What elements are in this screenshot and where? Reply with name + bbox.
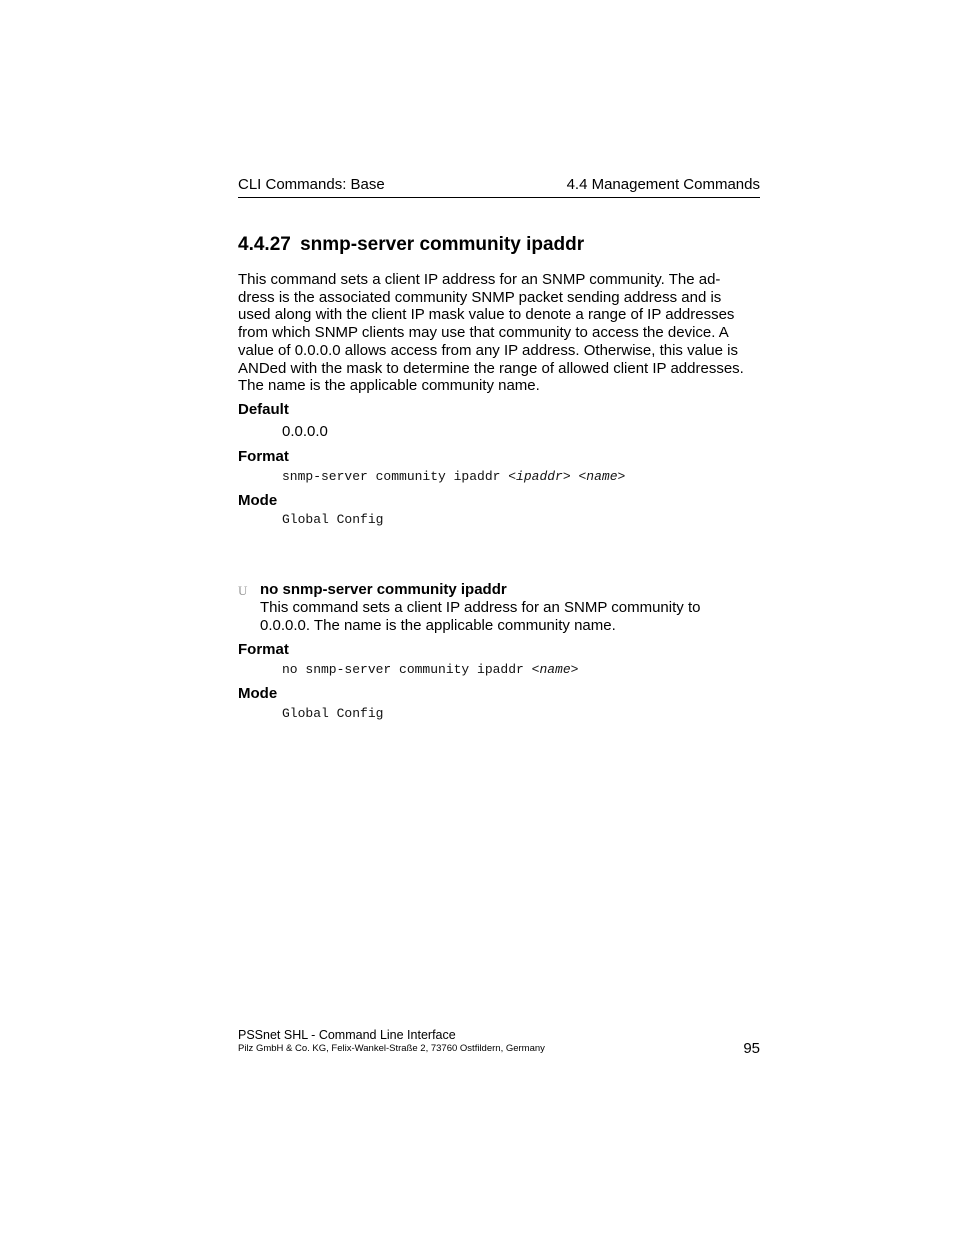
- format-command: no snmp-server community ipaddr: [282, 662, 524, 677]
- no-command-title: no snmp-server community ipaddr: [260, 581, 507, 598]
- format-label: Format: [238, 641, 289, 658]
- default-label: Default: [238, 401, 289, 418]
- format-arg-name: <name>: [578, 469, 626, 484]
- description-line: used along with the client IP mask value to denote a range of IP addresses: [238, 306, 735, 324]
- bullet-marker: U: [238, 583, 248, 598]
- format-command: snmp-server community ipaddr: [282, 469, 501, 484]
- format-arg-ipaddr: <ipaddr>: [508, 469, 571, 484]
- description-line: value of 0.0.0.0 allows access from any IP address. Otherwise, this value is: [238, 341, 738, 359]
- footer-address: Pilz GmbH & Co. KG, Felix-Wankel-Straße 2, 73760 Ostfildern, Germany: [238, 1043, 545, 1054]
- description-line: This command sets a client IP address for an SNMP community to: [260, 599, 701, 616]
- description-line: 0.0.0.0. The name is the applicable community name.: [260, 616, 616, 634]
- section-heading: [238, 233, 584, 257]
- description-line: This command sets a client IP address for an SNMP community. The ad-: [238, 271, 721, 288]
- footer-title: PSSnet SHL - Command Line Interface: [238, 1028, 456, 1042]
- format-label: Format: [238, 448, 289, 465]
- format-syntax: [282, 662, 578, 678]
- format-syntax: [282, 469, 625, 485]
- no-command-description: [260, 599, 700, 634]
- running-header-right: 4.4 Management Commands: [566, 176, 760, 193]
- mode-value: Global Config: [282, 512, 384, 527]
- command-description: [238, 271, 760, 395]
- description-line: dress is the associated community SNMP packet sending address and is: [238, 288, 722, 306]
- description-line: The name is the applicable community name.: [238, 377, 540, 395]
- section-number: 4.4.27: [238, 234, 291, 255]
- section-title: snmp-server community ipaddr: [300, 234, 585, 255]
- default-value: 0.0.0.0: [282, 423, 328, 440]
- description-line: from which SNMP clients may use that community to access the device. A: [238, 324, 729, 342]
- mode-label: Mode: [238, 685, 278, 702]
- description-line: ANDed with the mask to determine the range of allowed client IP addresses.: [238, 359, 744, 377]
- header-rule: [238, 197, 760, 198]
- page-number: 95: [743, 1040, 760, 1057]
- mode-label: Mode: [238, 492, 278, 509]
- format-arg-name: <name>: [531, 662, 579, 677]
- mode-value: Global Config: [282, 706, 384, 721]
- running-header-left: CLI Commands: Base: [238, 176, 385, 193]
